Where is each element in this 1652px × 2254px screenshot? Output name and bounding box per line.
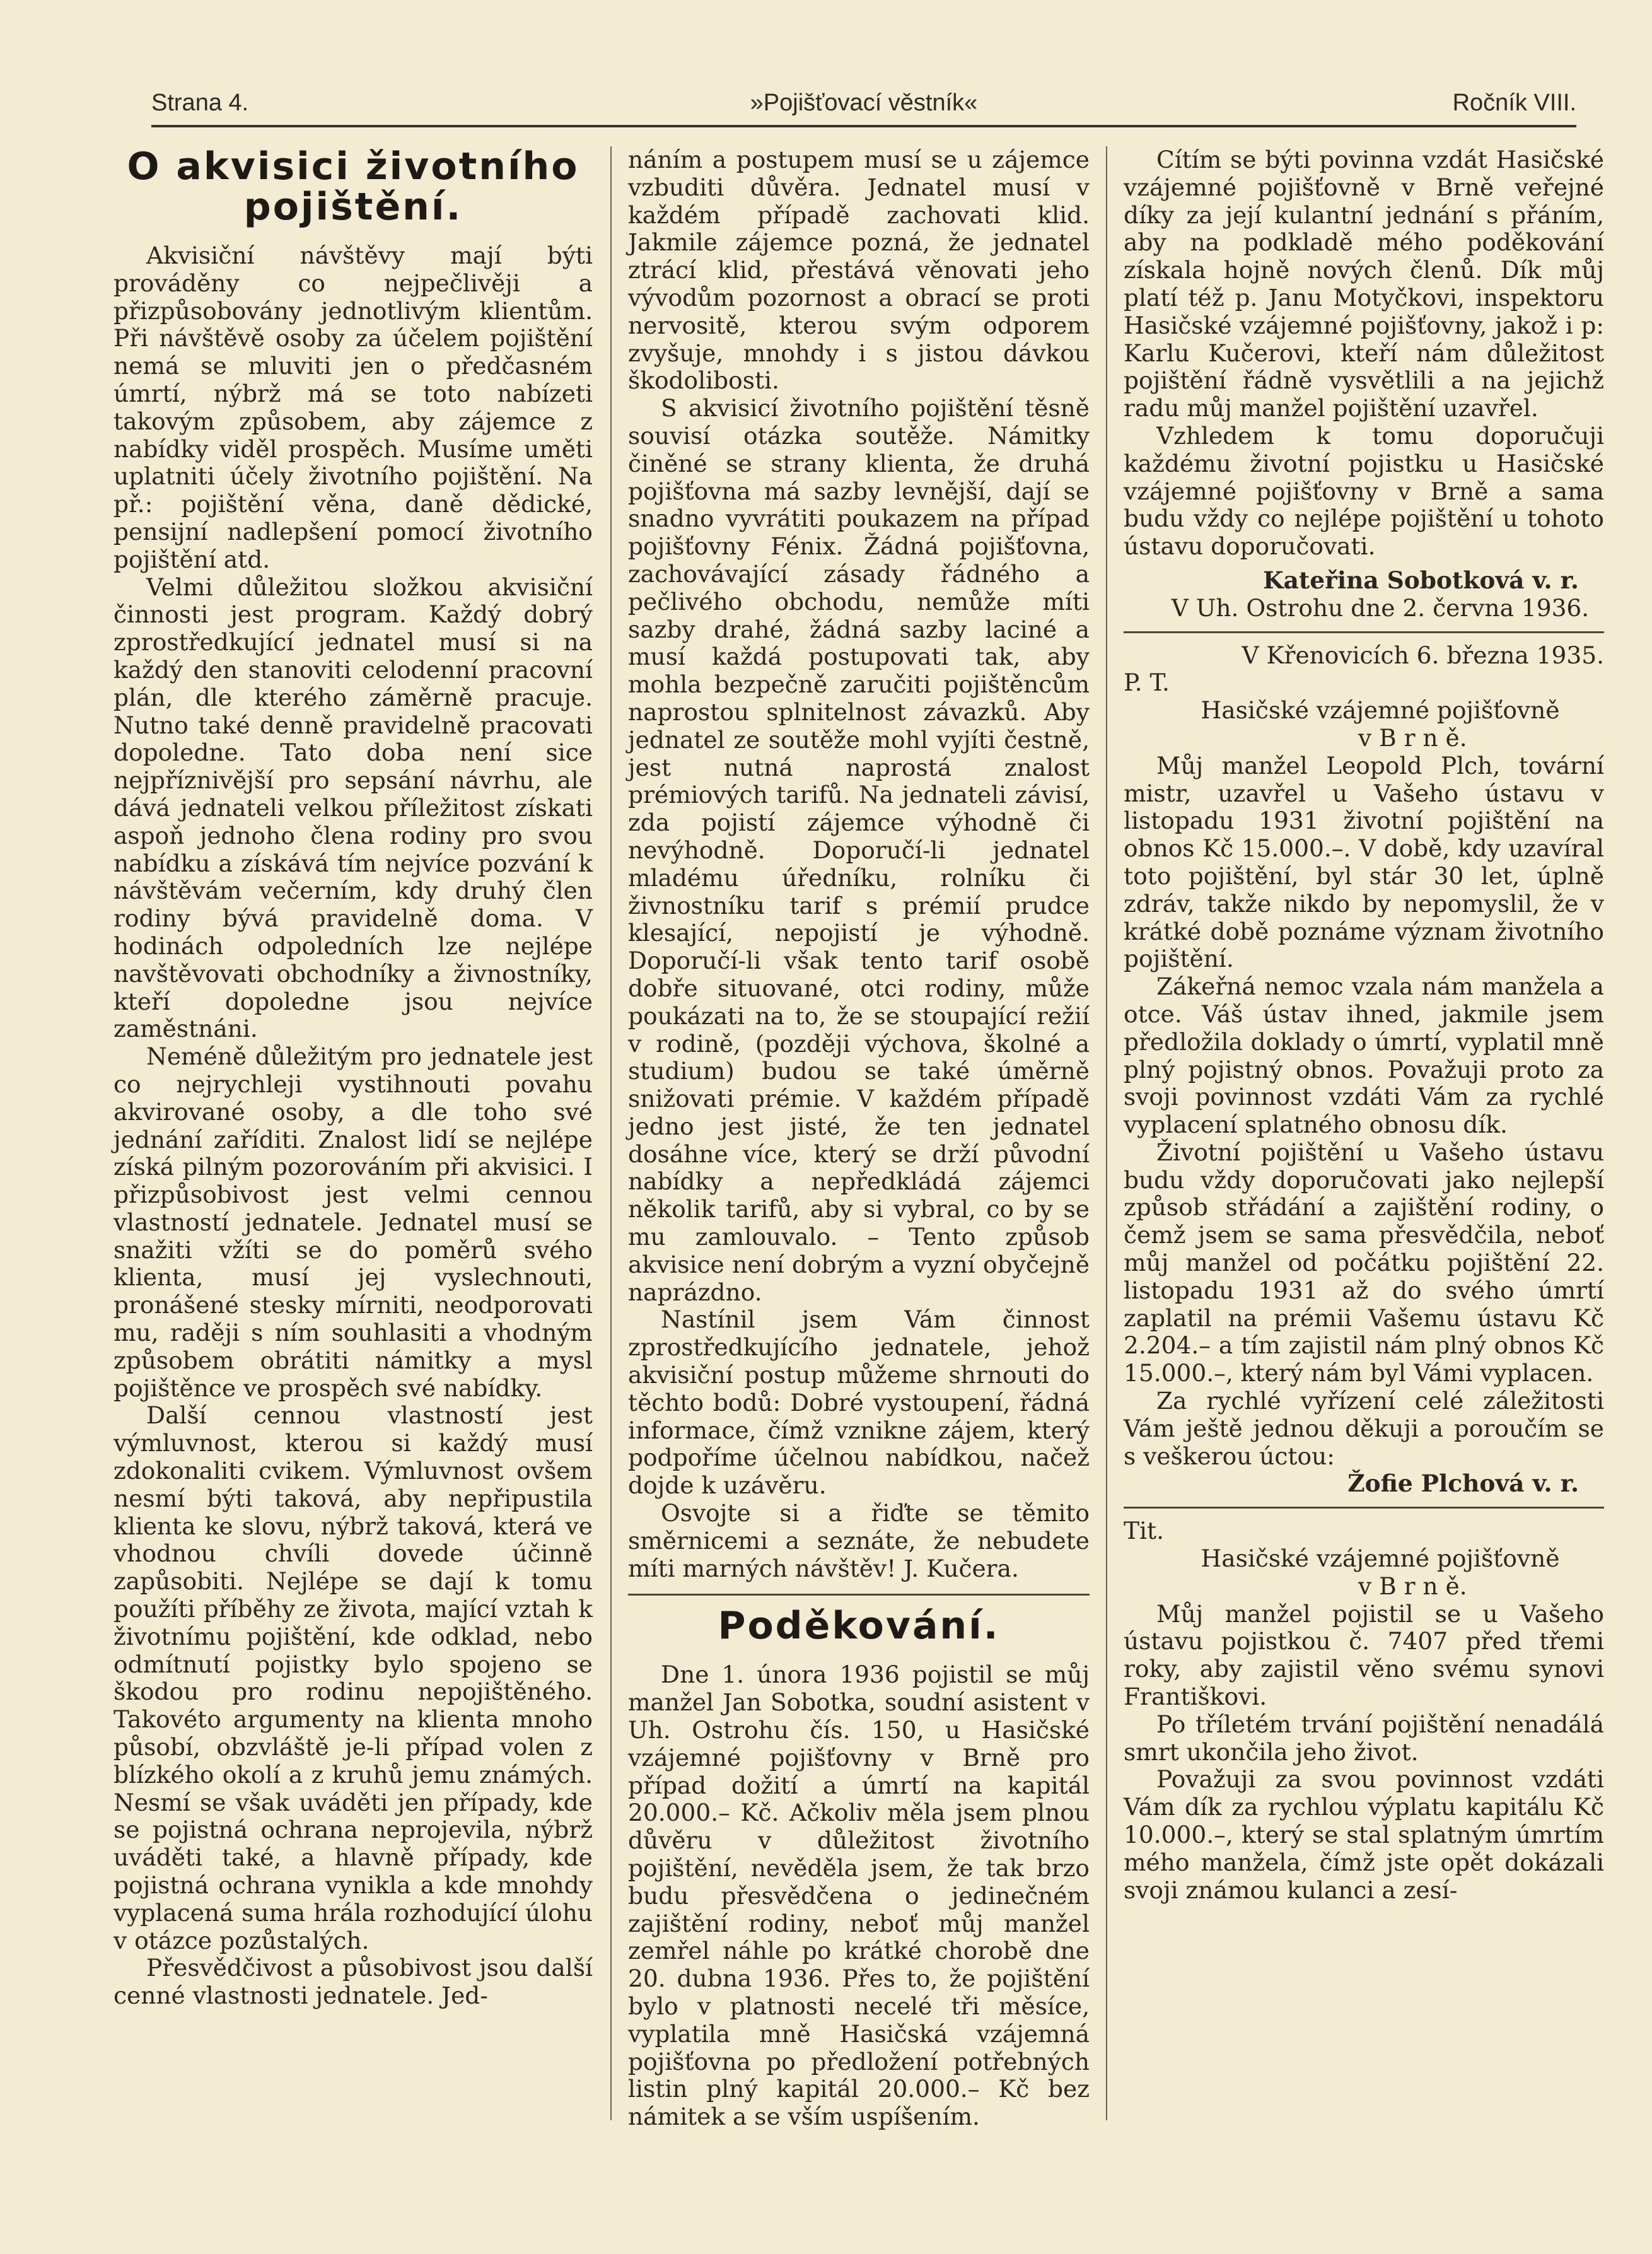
paragraph: Můj manžel pojistil se u Vašeho ústavu pojistkou č. 7407 před třemi roky, aby zajistil věno svému synovi Františkovi. <box>1124 1599 1604 1711</box>
signature-1: Kateřina Sobotková v. r. <box>1263 566 1579 594</box>
paragraph: Přesvědčivost a působivost jsou další cenné vlastnosti jednatele. Jed- <box>113 1954 593 2010</box>
column-3 <box>1124 146 1604 1904</box>
paragraph: Považuji za svou povinnost vzdáti Vám dík za rychlou výplatu kapitálu Kč 10.000.–, který se stal splatným úmrtím mého manžela, čímž jste opět dokázali svoji známou kulanci a zesí- <box>1124 1765 1604 1904</box>
letter-date-2: V Křenovicích 6. března 1935. <box>1242 641 1604 669</box>
paragraph: Zákeřná nemoc vzala nám manžela a otce. Váš ústav ihned, jakmile jsem předložila doklady o úmrtí, vyplatil mně plný pojistný obnos. Považuji proto za svoji povinnost vzdáti Vám za rychlé vyplacení splatného obnosu dík. <box>1124 972 1604 1139</box>
paragraph: Akvisiční návštěvy mají býti prováděny co nejpečlivěji a přizpůsobovány jednotlivým klientům. Při návštěvě osoby za účelem pojištění nemá se mluviti jen o předčasném úmrtí, nýbrž má se toto nabízeti takovým způsobem, aby zájemce z nabídky viděl prospěch. Musíme uměti uplatniti účely životního pojištění. Na př.: pojištění věna, daně dědické, pensijní nadlepšení pomocí životního pojištění atd. <box>113 242 593 573</box>
page-number: Strana 4. <box>151 90 249 116</box>
paragraph: Životní pojištění u Vašeho ústavu budu vždy doporučovati jako nejlepší způsob střádání a zajištění rodiny, o čemž jsem se sama přesvědčila, neboť můj manžel od počátku pojištění 22. listopadu 1931 až do svého úmrtí zaplatil na prémii Vašemu ústavu Kč 2.204.– a tím zajistil nám plný obnos Kč 15.000.–, který nám byl Vámi vyplacen. <box>1124 1138 1604 1387</box>
paragraph: Neméně důležitým pro jednatele jest co nejrychleji vystihnouti povahu akvirované osoby, a dle toho své jednání zaříditi. Znalost lidí se nejlépe získá pilným pozorováním při akvisici. I přizpůsobivost jest velmi cennou vlastností jednatele. Jednatel musí se snažiti vžíti se do poměrů svého klienta, musí jej vyslechnouti, pronášené stesky mírniti, neodporovati mu, raději s ním souhlasiti a vhodným způsobem obrátiti námitky a mysl pojištěnce ve prospěch své nabídky. <box>113 1042 593 1402</box>
addressee-3: Hasičské vzájemné pojišťovně <box>1201 1545 1560 1573</box>
column-2 <box>628 146 1090 2131</box>
section-rule <box>628 1594 1090 1596</box>
page-header <box>151 81 1576 125</box>
column-1 <box>113 146 593 2010</box>
salutation-3: Tit. <box>1124 1517 1164 1545</box>
addressee-2: Hasičské vzájemné pojišťovně <box>1201 696 1560 725</box>
city-2: v B r n ě. <box>1358 723 1467 752</box>
paragraph: Dne 1. února 1936 pojistil se můj manžel Jan Sobotka, soudní asistent v Uh. Ostrohu čís. 150, u Hasičské vzájemné pojišťovny v Brně pro případ dožití a úmrtí na kapitál 20.000.– Kč. Ačkoliv měla jsem plnou důvěru v důležitost životního pojištění, nevěděla jsem, že tak brzo budu přesvědčena o jedinečném zajištění rodiny, neboť můj manžel zemřel náhle po krátké chorobě dne 20. dubna 1936. Přes to, že pojištění bylo v platnosti necelé tři měsíce, vyplatila mně Hasičská vzájemná pojišťovna po předložení potřebných listin plný kapitál 20.000.– Kč bez námitek a se vším uspíšením. <box>628 1661 1090 2131</box>
paragraph: Další cennou vlastností jest výmluvnost, kterou si každý musí zdokonaliti cvikem. Výmluvnost ovšem nesmí býti taková, aby nepřipustila klienta ke slovu, nýbrž taková, která ve vhodnou chvíli dovede účinně zapůsobiti. Nejlépe se dají k tomu použíti příběhy ze života, mající vztah k životnímu pojištění, kde odklad, nebo odmítnutí pojistky bylo spojeno se škodou pro rodinu nepojištěného. Takovéto argumenty na klienta mnoho působí, obzvláště je-li případ volen z blízkého okolí a z kruhů jemu známých. Nesmí se však uváděti jen případy, kde se pojistná ochrana neprojevila, nýbrž uváděti také, a hlavně případy, kde pojistná ochrana vynikla a kde mnohdy vyplacená suma hrála rozhodující úlohu v otázce pozůstalých. <box>113 1401 593 1954</box>
article-title: O akvisici životního pojištění. <box>127 144 579 229</box>
city-3: v B r n ě. <box>1358 1572 1467 1600</box>
paragraph: Vzhledem k tomu doporučuji každému životní pojistku u Hasičské vzájemné pojišťovny v Brně a sama budu vždy co nejlépe pojištění u tohoto ústavu doporučovati. <box>1124 421 1604 561</box>
letter-rule-1 <box>1124 631 1604 633</box>
paragraph: Po tříletém trvání pojištění nenadálá smrt ukončila jeho život. <box>1124 1710 1604 1766</box>
paragraph: Nastínil jsem Vám činnost zprostředkujícího jednatele, jehož akvisiční postup můžeme shrnouti do těchto bodů: Dobré vystoupení, řádná informace, čímž vznikne zájem, který podpoříme účelnou nabídkou, načež dojde k uzávěru. <box>628 1305 1090 1500</box>
paragraph: Cítím se býti povinna vzdát Hasičské vzájemné pojišťovně v Brně veřejné díky za její kulantní jednání s přáním, aby na podkladě mého poděkování získala hojně nových členů. Dík můj platí též p. Janu Motyčkovi, inspektoru Hasičské vzájemné pojišťovny, jakož i p: Karlu Kučerovi, kteří nám důležitost pojištění řádně vysvětlili a na jejichž radu můj manžel pojištění uzavřel. <box>1124 146 1604 423</box>
paragraph-with-signature: Osvojte si a řiďte se těmito směrnicemi a seznáte, že nebudete míti marných návštěv! J. Kučera. <box>628 1499 1090 1582</box>
column-divider-2 <box>1106 146 1107 2120</box>
signature-2: Žofie Plchová v. r. <box>1347 1469 1579 1498</box>
volume-label: Ročník VIII. <box>1452 90 1576 116</box>
section-title: Poděkování. <box>718 1604 1000 1649</box>
paragraph: Můj manžel Leopold Plch, tovární mistr, uzavřel u Vašeho ústavu v listopadu 1931 životní pojištění na obnos Kč 15.000.–. V době, kdy uzavíral toto pojištění, byl stár 30 let, úplně zdráv, takže nikdo by nepomyslil, že v krátké době poznáme význam životního pojištění. <box>1124 751 1604 973</box>
paragraph: náním a postupem musí se u zájemce vzbuditi důvěra. Jednatel musí v každém případě zachovati klid. Jakmile zájemce pozná, že jednatel ztrácí klid, přestává věnovati jeho vývodům pozornost a obrací se proti nervositě, kterou svým odporem zvyšuje, mnohdy i s jistou dávkou škodolibosti. <box>628 146 1090 395</box>
paragraph: S akvisicí životního pojištění těsně souvisí otázka soutěže. Námitky činěné se strany klienta, že druhá pojišťovna má sazby levnější, dají se snadno vyvrátiti poukazem na případ pojišťovny Fénix. Žádná pojišťovna, zachovávající zásady řádného a pečlivého obchodu, nemůže míti sazby drahé, žádná sazby laciné a musí každá postupovati tak, aby mohla bezpečně zaručiti pojištěncům naprostou splnitelnost závazků. Aby jednatel ze soutěže mohl vyjíti čestně, jest nutná naprostá znalost prémiových tarifů. Na jednateli závisí, zda pojistí zájemce výhodně či nevýhodně. Doporučí-li jednatel mladému úředníku, rolníku či živnostníku tarif s prémií prudce klesající, nepojistí je výhodně. Doporučí-li však tento tarif osobě dobře situované, otci rodiny, může poukázati na to, že se stoupající režií v rodině, (později výchova, školné a studium) budou se také úměrně snižovati prémie. V každém případě jedno jest jisté, že ten jednatel dosáhne více, který se drží původní nabídky a nepředkládá zájemci několik tarifů, aby si vybral, co by se mu zamlouvalo. – Tento způsob akvisice není dobrým a vyzní obyčejně naprázdno. <box>628 394 1090 1306</box>
column-divider-1 <box>610 146 612 2120</box>
header-rule <box>151 125 1576 127</box>
salutation-2: P. T. <box>1124 669 1170 697</box>
journal-title: »Pojišťovací věstník« <box>750 90 978 116</box>
letter-rule-2 <box>1124 1507 1604 1509</box>
paragraph: Za rychlé vyřízení celé záležitosti Vám ještě jednou děkuji a poroučím se s veškerou úctou: <box>1124 1387 1604 1470</box>
paragraph: Velmi důležitou složkou akvisiční činnosti jest program. Každý dobrý zprostředkující jednatel musí si na každý den stanoviti celodenní pracovní plán, dle kterého záměrně pracuje. Nutno také denně pravidelně pracovati dopoledne. Tato doba není sice nejpříznivější pro sepsání návrhu, ale dává jednateli velkou příležitost získati aspoň jednoho člena rodiny pro svou nabídku a získává tím nejvíce pozvání k návštěvám večerním, kdy druhý člen rodiny bývá pravidelně doma. V hodinách odpoledních lze nejlépe navštěvovati obchodníky a živnostníky, kteří dopoledne jsou nejvíce zaměstnáni. <box>113 573 593 1043</box>
place-date-1: V Uh. Ostrohu dne 2. června 1936. <box>1171 593 1590 622</box>
